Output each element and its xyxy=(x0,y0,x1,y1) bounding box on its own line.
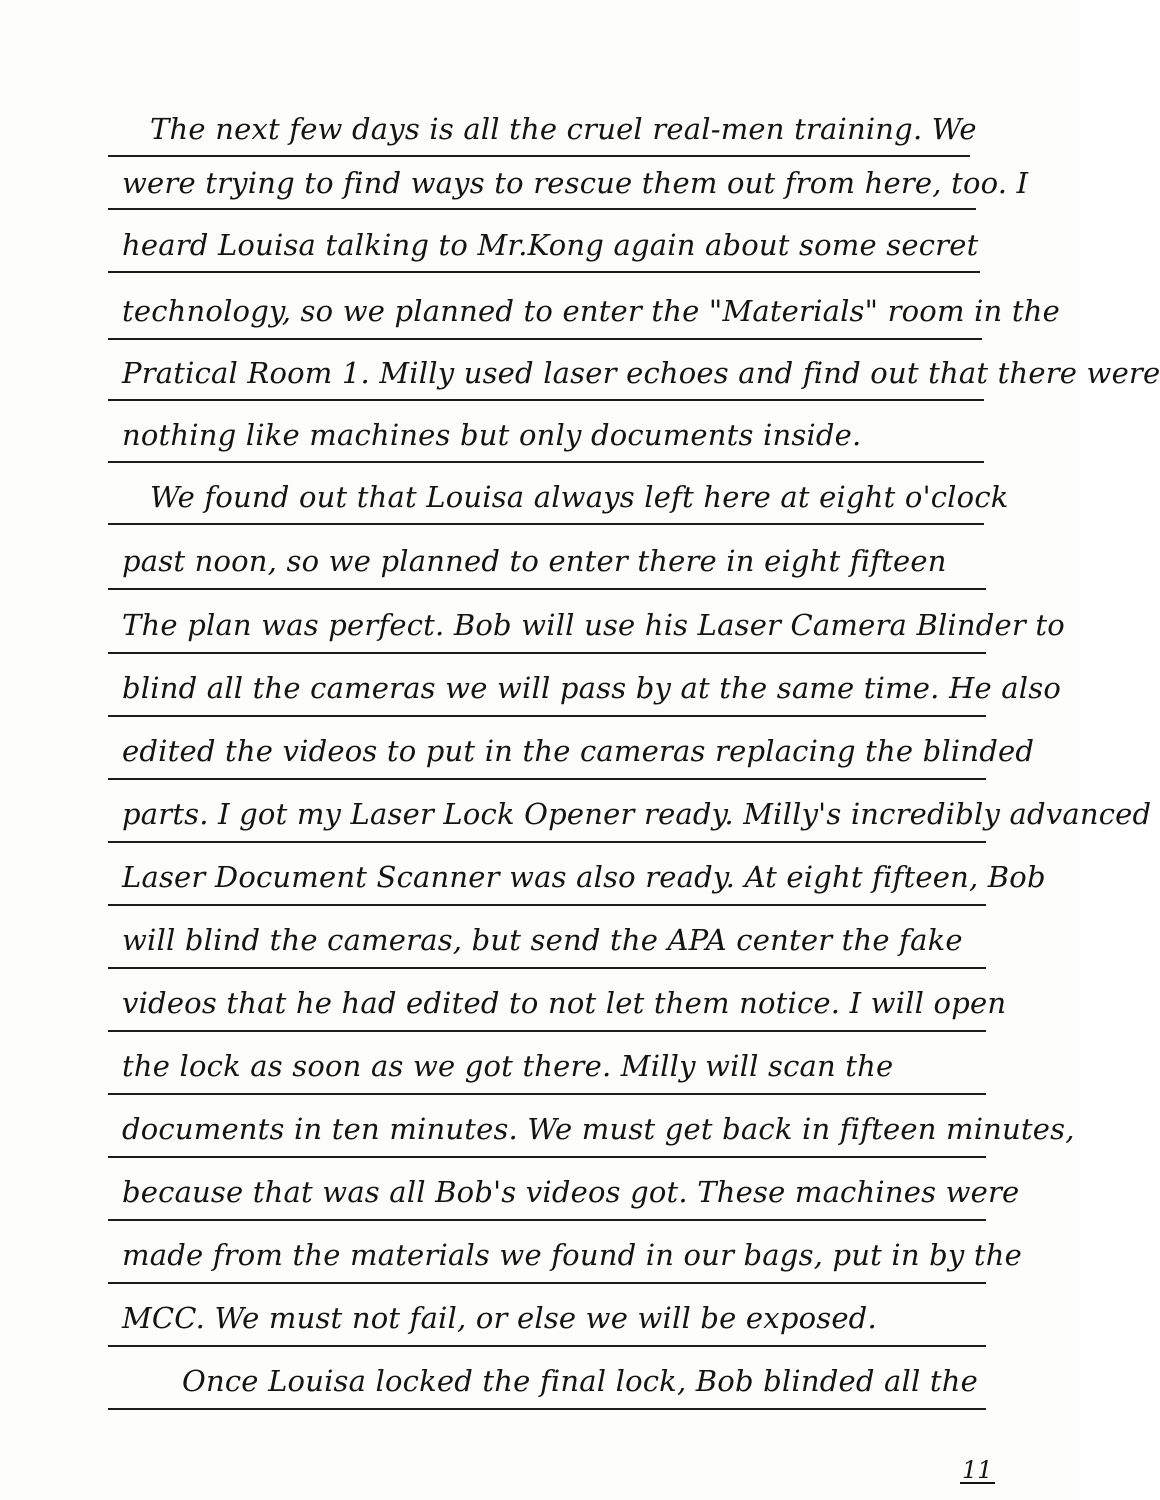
ruled-line xyxy=(108,588,986,590)
ruled-line xyxy=(108,1408,986,1410)
ruled-line xyxy=(108,967,986,969)
ruled-line xyxy=(108,1093,986,1095)
text-line-10: blind all the cameras we will pass by at the same time. He also xyxy=(122,671,1061,705)
ruled-line xyxy=(108,1156,986,1158)
ruled-line xyxy=(108,461,984,463)
text-line-14: will blind the cameras, but send the APA center the fake xyxy=(122,923,963,957)
ruled-line xyxy=(108,271,980,273)
text-line-9: The plan was perfect. Bob will use his Laser Camera Blinder to xyxy=(122,608,1065,642)
text-line-5: Pratical Room 1. Milly used laser echoes and find out that there were xyxy=(122,356,1160,390)
ruled-line xyxy=(108,778,986,780)
text-line-13: Laser Document Scanner was also ready. At eight fifteen, Bob xyxy=(122,860,1046,894)
ruled-line xyxy=(108,208,976,210)
text-line-15: videos that he had edited to not let them notice. I will open xyxy=(122,986,1007,1020)
text-line-2: were trying to find ways to rescue them out from here, too. I xyxy=(122,166,1029,200)
page-number: 11 xyxy=(962,1456,993,1484)
ruled-line xyxy=(108,399,984,401)
text-line-8: past noon, so we planned to enter there in eight fifteen xyxy=(122,544,947,578)
text-line-16: the lock as soon as we got there. Milly will scan the xyxy=(122,1049,894,1083)
ruled-line xyxy=(108,652,986,654)
ruled-line xyxy=(108,904,986,906)
text-line-17: documents in ten minutes. We must get back in fifteen minutes, xyxy=(122,1112,1075,1146)
ruled-line xyxy=(108,1219,986,1221)
ruled-line xyxy=(108,1030,986,1032)
text-line-4: technology, so we planned to enter the "Materials" room in the xyxy=(122,294,1060,328)
text-line-7: We found out that Louisa always left here at eight o'clock xyxy=(150,480,1009,514)
text-line-21: Once Louisa locked the final lock, Bob blinded all the xyxy=(182,1364,978,1398)
ruled-line xyxy=(108,338,982,340)
text-line-20: MCC. We must not fail, or else we will be exposed. xyxy=(122,1301,877,1335)
ruled-line xyxy=(108,841,986,843)
text-line-12: parts. I got my Laser Lock Opener ready. Milly's incredibly advanced xyxy=(122,797,1152,831)
ruled-line xyxy=(108,523,984,525)
text-line-19: made from the materials we found in our bags, put in by the xyxy=(122,1238,1023,1272)
text-line-1: The next few days is all the cruel real-men training. We xyxy=(150,112,977,146)
text-line-3: heard Louisa talking to Mr.Kong again about some secret xyxy=(122,228,979,262)
ruled-line xyxy=(108,1282,986,1284)
ruled-line xyxy=(108,155,970,157)
text-line-18: because that was all Bob's videos got. These machines were xyxy=(122,1175,1020,1209)
text-line-6: nothing like machines but only documents inside. xyxy=(122,418,862,452)
text-line-11: edited the videos to put in the cameras replacing the blinded xyxy=(122,734,1035,768)
ruled-line xyxy=(108,715,986,717)
ruled-line xyxy=(108,1345,986,1347)
